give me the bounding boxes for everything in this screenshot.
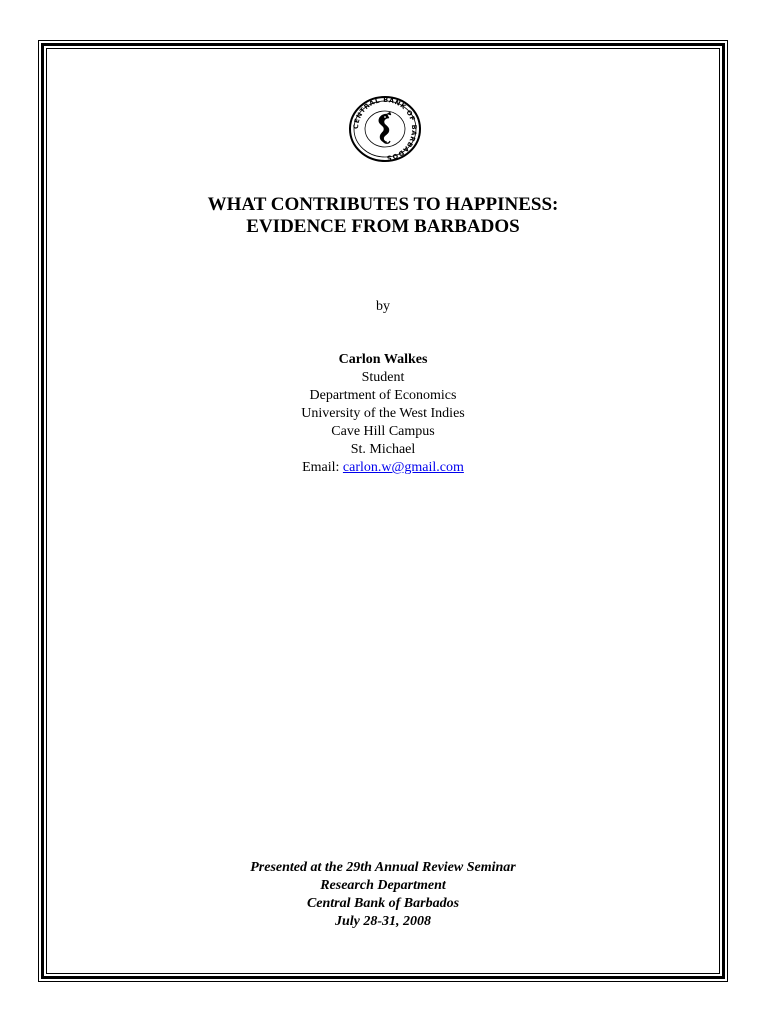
page-border-inner <box>46 48 720 974</box>
author-role: Student <box>361 370 405 385</box>
presentation-details <box>46 859 720 931</box>
seal-ring-text: CENTRAL BANK OF BARBADOS <box>351 96 419 162</box>
email-link[interactable]: carlon.w@gmail.com <box>342 460 464 475</box>
presented-date: July 28-31, 2008 <box>334 914 432 929</box>
byline: by <box>376 299 390 314</box>
author-block <box>46 351 720 477</box>
author-university: University of the West Indies <box>301 406 465 421</box>
presented-bank: Central Bank of Barbados <box>306 896 460 911</box>
central-bank-seal-icon <box>347 96 423 162</box>
author-department: Department of Economics <box>309 388 457 403</box>
paper-title-line-2: EVIDENCE FROM BARBADOS <box>246 216 520 237</box>
presented-seminar: Presented at the 29th Annual Review Seminar <box>250 860 516 875</box>
author-campus: Cave Hill Campus <box>331 424 435 439</box>
author-name: Carlon Walkes <box>338 352 428 367</box>
author-parish: St. Michael <box>350 442 416 457</box>
presented-department: Research Department <box>320 878 446 893</box>
email-label: Email: <box>302 460 343 475</box>
author-email-line <box>46 459 720 477</box>
paper-title-line-1: WHAT CONTRIBUTES TO HAPPINESS: <box>207 194 559 215</box>
